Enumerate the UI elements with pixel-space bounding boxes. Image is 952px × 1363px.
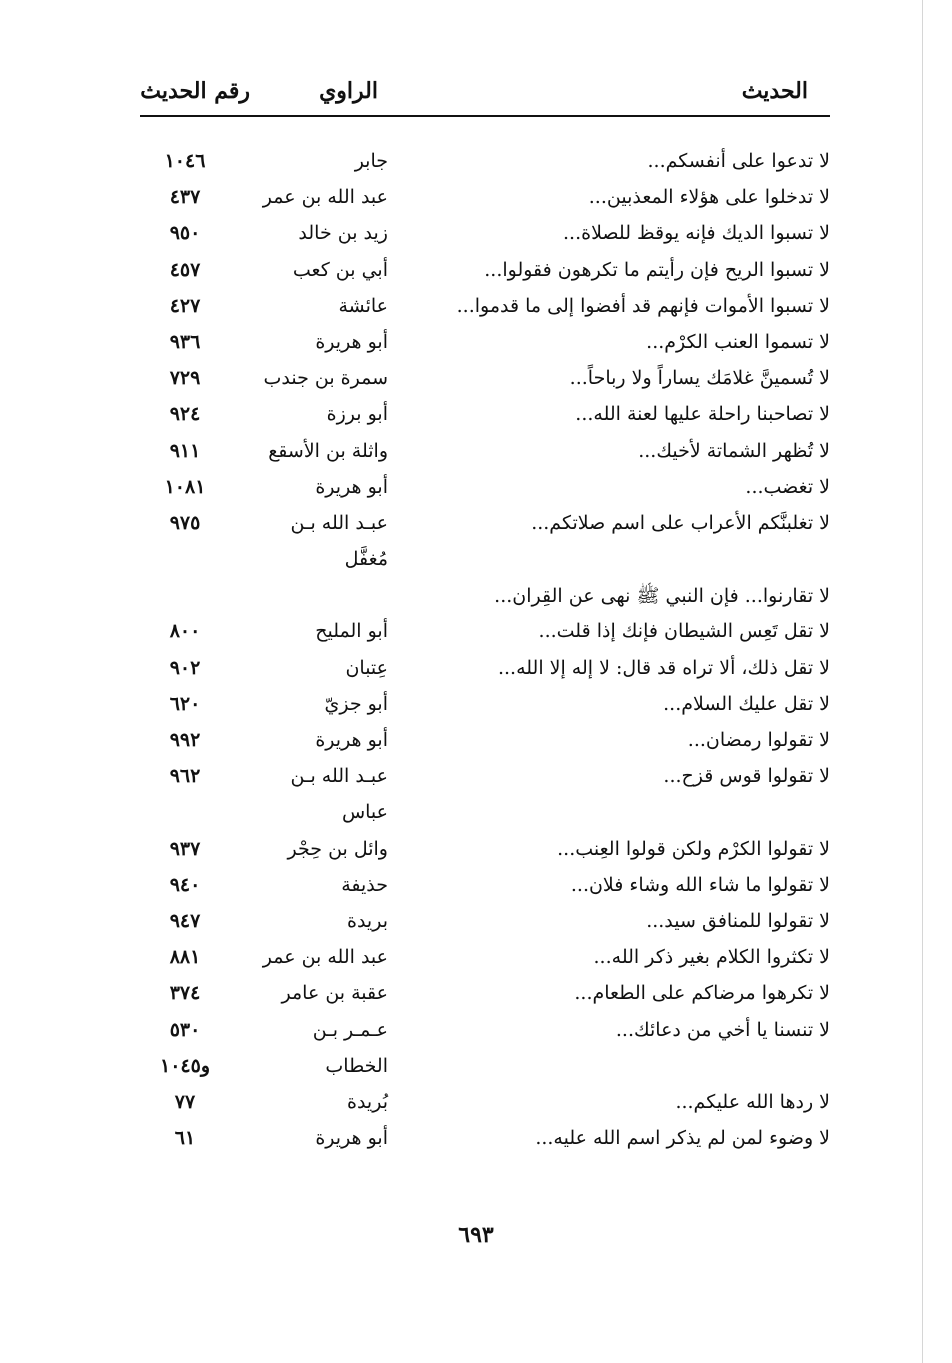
narrator-name: أبو هريرة [315,475,388,498]
table-row [140,367,830,403]
hadith-number: ١٠٤٦ [164,150,206,172]
hadith-number: ٩٤٧ [169,909,201,932]
column-header-hadith: الحديث [741,78,808,104]
hadith-text: لا تقولوا الكرْم ولكن قولوا العِنب... [557,837,830,860]
page-edge-line [922,0,923,1363]
page-number: ٦٩٣ [458,1222,494,1248]
table-row [140,982,830,1018]
hadith-text: لا تغضب... [745,475,830,498]
narrator-name: عبد الله بن عمر [262,946,388,969]
table-row [140,801,830,837]
table-row [140,946,830,982]
hadith-number: ٩٣٦ [169,330,201,353]
hadith-text: لا تسبوا الأموات فإنهم قد أفضوا إلى ما قدموا... [456,294,830,317]
narrator-name: عبـد الله بـن [290,765,388,788]
narrator-name: أبي بن كعب [292,258,388,281]
narrator-name: مُغفَّل [344,548,388,571]
table-row [140,584,830,620]
table-row [140,548,830,584]
hadith-text: لا تقارنوا... فإن النبي ﷺ نهى عن القِران... [494,585,830,608]
hadith-text: لا تنسنا يا أخي من دعائك... [615,1018,830,1041]
table-row [140,476,830,512]
narrator-name: جابر [354,150,388,172]
table-row [140,620,830,656]
hadith-text: لا وضوء لمن لم يذكر اسم الله عليه... [535,1127,830,1150]
hadith-text: لا تصاحبنا راحلة عليها لعنة الله... [575,403,830,426]
header-divider [140,115,830,117]
hadith-text: لا تدخلوا على هؤلاء المعذبين... [588,186,830,209]
hadith-text: لا تغلبنَّكم الأعراب على اسم صلاتكم... [531,511,830,534]
table-row [140,186,830,222]
table-row [140,259,830,295]
hadith-number: و١٠٤٥ [159,1054,210,1077]
hadith-number: ٣٧٤ [169,982,201,1005]
hadith-text: لا تكثروا الكلام بغير ذكر الله... [593,946,830,969]
narrator-name: عِتبان [345,656,388,679]
table-row [140,729,830,765]
hadith-number: ٦١ [174,1127,196,1150]
hadith-number: ٩١١ [169,439,201,462]
table-row [140,765,830,801]
narrator-name: الخطاب [325,1054,388,1077]
hadith-number: ٩٣٧ [169,837,201,860]
hadith-number: ٨٠٠ [169,620,201,643]
narrator-name: بريدة [347,909,388,932]
hadith-number: ٩٢٤ [169,403,201,426]
hadith-text: لا تقولوا للمنافق سيد... [646,909,830,932]
narrator-name: أبو برزة [326,403,388,426]
column-header-narrator: الراوي [319,78,378,104]
hadith-number: ٧٢٩ [169,367,201,390]
hadith-text: لا تقولوا ما شاء الله وشاء فلان... [570,873,830,896]
narrator-name: زيد بن خالد [298,222,388,245]
hadith-number: ٩٤٠ [169,873,201,896]
narrator-name: واثلة بن الأسقع [268,439,388,462]
table-row [140,331,830,367]
narrator-name: أبو المليح [315,620,388,643]
hadith-number: ٩٧٥ [169,511,201,534]
narrator-name: حذيفة [341,873,388,896]
table-row [140,403,830,439]
narrator-name: عائشة [338,294,388,317]
hadith-text: لا ردها الله عليكم... [675,1090,830,1113]
table-row [140,1127,830,1163]
hadith-number: ٥٣٠ [169,1018,201,1041]
hadith-number: ٦٢٠ [169,692,201,715]
hadith-number: ٤٣٧ [169,186,201,209]
narrator-name: عباس [341,801,388,824]
hadith-text: لا تدعوا على أنفسكم... [647,150,830,172]
table-row [140,1055,830,1091]
hadith-text: لا تسبوا الريح فإن رأيتم ما تكرهون فقولوا... [484,258,830,281]
narrator-name: سمرة بن جندب [263,367,388,390]
hadith-text: لا تقل عليك السلام... [663,692,830,715]
narrator-name: عبد الله بن عمر [262,186,388,209]
narrator-name: عـمـر بـن [312,1018,388,1041]
table-row [140,440,830,476]
hadith-text: لا تقولوا قوس قزح... [663,765,830,788]
table-row [140,222,830,258]
table-row [140,838,830,874]
hadith-text: لا تقل تَعِس الشيطان فإنك إذا قلت... [538,620,830,643]
table-row [140,1019,830,1055]
column-header-number: رقم الحديث [140,78,250,104]
table-row [140,512,830,548]
hadith-number: ١٠٨١ [164,475,206,498]
hadith-text: لا تُسمينَّ غلامَك يساراً ولا رباحاً... [569,367,830,390]
hadith-number: ٩٦٢ [169,765,201,788]
table-row [140,1091,830,1127]
table-row [140,874,830,910]
narrator-name: عبـد الله بـن [290,511,388,534]
table-header [140,78,830,118]
hadith-number: ٤٢٧ [169,294,201,317]
hadith-number: ٤٥٧ [169,258,201,281]
narrator-name: أبو هريرة [315,330,388,353]
table-row [140,295,830,331]
narrator-name: عقبة بن عامر [281,982,388,1005]
narrator-name: أبو هريرة [315,1127,388,1150]
narrator-name: أبو هريرة [315,729,388,751]
table-row [140,150,830,186]
narrator-name: وائل بن حِجْر [287,837,388,860]
hadith-text: لا تسموا العنب الكرْم... [646,330,830,353]
hadith-number: ٨٨١ [169,946,201,969]
hadith-text: لا تسبوا الديك فإنه يوقظ للصلاة... [563,222,830,245]
hadith-number: ٩٥٠ [169,222,201,245]
hadith-number: ٧٧ [174,1090,196,1113]
narrator-name: بُريدة [347,1090,388,1113]
narrator-name: أبو جزيّ [324,692,388,715]
hadith-number: ٩٩٢ [169,729,201,751]
hadith-number: ٩٠٢ [169,656,201,679]
hadith-index-table [140,150,830,1163]
hadith-text: لا تُظهر الشماتة لأخيك... [638,439,830,462]
hadith-text: لا تقولوا رمضان... [687,729,830,751]
hadith-text: لا تكرهوا مرضاكم على الطعام... [574,982,830,1005]
hadith-text: لا تقل ذلك، ألا تراه قد قال: لا إله إلا الله... [497,656,830,679]
table-row [140,657,830,693]
table-row [140,910,830,946]
table-row [140,693,830,729]
